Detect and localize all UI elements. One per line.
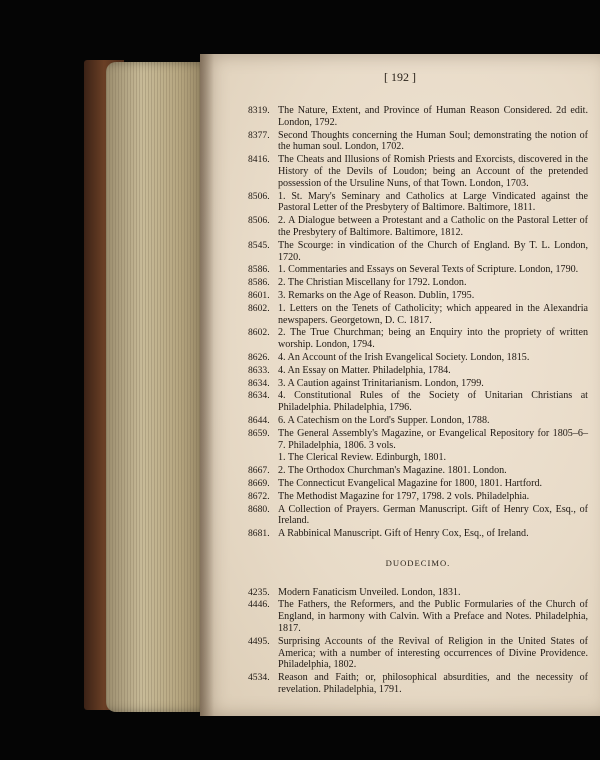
catalog-entry	[248, 378, 588, 390]
entry-number: 8634.	[248, 390, 270, 402]
catalog-entry	[248, 504, 588, 528]
catalog-entry	[248, 491, 588, 503]
entry-number: 8644.	[248, 414, 270, 426]
entry-text: Second Thoughts concerning the Human Soul; demonstrating the notion of the human soul. London, 1702.	[278, 129, 588, 153]
entry-text: The Scourge: in vindication of the Church of England. By T. L. London, 1720.	[278, 239, 588, 263]
entry-text: Surprising Accounts of the Revival of Religion in the United States of America; with a number of interesting occurrences of Divine Providence. Philadelphia, 1802.	[278, 635, 588, 671]
entry-text: Reason and Faith; or, philosophical absurdities, and the necessity of revelation. Philadelphia, 1791.	[278, 672, 588, 696]
entry-text: The Methodist Magazine for 1797, 1798. 2 vols. Philadelphia.	[278, 490, 530, 502]
entry-number: 8506.	[248, 190, 270, 202]
entry-text: A Rabbinical Manuscript. Gift of Henry Cox, Esq., of Ireland.	[278, 528, 529, 540]
entry-number: 8545.	[248, 239, 270, 251]
catalog-entry	[248, 352, 588, 364]
entry-text: 2. The Christian Miscellany for 1792. London.	[278, 277, 467, 289]
entry-list-top	[248, 105, 588, 451]
catalog-entry	[248, 636, 588, 671]
entry-number: 8602.	[248, 327, 270, 339]
catalog-entry	[248, 215, 588, 239]
page-fore-edge	[106, 62, 210, 712]
entry-number: 8672.	[248, 490, 270, 502]
entry-number: 8634.	[248, 377, 270, 389]
catalog-entry	[248, 130, 588, 154]
entry-number: 8667.	[248, 465, 270, 477]
entry-text: 3. Remarks on the Age of Reason. Dublin, 1795.	[278, 289, 475, 301]
entry-text: 4. Constitutional Rules of the Society of Unitarian Christians at Philadelphia. Philadelphia, 1796.	[278, 390, 588, 414]
entry-number: 8633.	[248, 364, 270, 376]
entry-number: 8680.	[248, 503, 270, 515]
entry-list-duodecimo	[248, 587, 588, 696]
entry-number: 4446.	[248, 599, 270, 611]
catalog-entry	[248, 478, 588, 490]
catalog-entry	[248, 327, 588, 351]
entry-text: 4. An Account of the Irish Evangelical Society. London, 1815.	[278, 351, 530, 363]
catalog-entry	[248, 191, 588, 215]
entry-number: 8659.	[248, 427, 270, 439]
entry-number: 8601.	[248, 289, 270, 301]
page-gutter-shadow	[200, 54, 214, 716]
entry-list-after	[248, 478, 588, 540]
entry-8667-line1: 1. The Clerical Review. Edinburgh, 1801.	[278, 452, 447, 464]
entry-text: The Connecticut Evangelical Magazine for 1800, 1801. Hartford.	[278, 477, 543, 489]
entry-number: 8602.	[248, 302, 270, 314]
catalog-entry	[248, 154, 588, 189]
entry-text: 1. Commentaries and Essays on Several Texts of Scripture. London, 1790.	[278, 264, 579, 276]
catalog-entry	[248, 672, 588, 696]
entry-text: 2. The True Churchman; being an Enquiry into the propriety of written worship. London, 1794.	[278, 327, 588, 351]
catalog-entry	[248, 105, 588, 129]
entry-text: A Collection of Prayers. German Manuscript. Gift of Henry Cox, Esq., of Ireland.	[278, 503, 588, 527]
catalog-entry	[248, 587, 588, 599]
entry-text: 2. The Orthodox Churchman's Magazine. 1801. London.	[278, 465, 507, 477]
entry-text: 4. An Essay on Matter. Philadelphia, 1784.	[278, 364, 451, 376]
section-heading: DUODECIMO.	[385, 557, 451, 568]
entry-number: 8319.	[248, 105, 270, 116]
entry-text: The Nature, Extent, and Province of Human Reason Considered. 2d edit. London, 1792.	[278, 105, 588, 128]
catalog-entry	[248, 303, 588, 327]
catalog-entry	[248, 390, 588, 414]
catalog-entry	[248, 240, 588, 264]
entry-text: 2. A Dialogue between a Protestant and a Catholic on the Pastoral Letter of the Presbytery of Baltimore. Baltimore, 1812.	[278, 215, 588, 238]
catalog-entry	[248, 277, 588, 289]
entry-number: 8377.	[248, 129, 270, 141]
entry-number: 4534.	[248, 672, 270, 684]
entry-number: 8626.	[248, 351, 270, 363]
entry-text: The Cheats and Illusions of Romish Priests and Exorcists, discovered in the History of the Devils of Loudon; being an Account of the pretended possession of the Ursuline Nuns, of that Town. London, 1703.	[278, 154, 588, 189]
entry-text: 3. A Caution against Trinitarianism. London, 1799.	[278, 377, 484, 389]
entry-number: 8416.	[248, 154, 270, 166]
catalog-entry	[248, 264, 588, 276]
open-book	[84, 46, 600, 710]
page-number: [ 192 ]	[384, 70, 416, 84]
catalog-entry	[248, 365, 588, 377]
book-page	[200, 54, 600, 716]
entry-text: 6. A Catechism on the Lord's Supper. London, 1788.	[278, 414, 490, 426]
entry-number: 8506.	[248, 215, 270, 227]
entry-number: 8586.	[248, 264, 270, 276]
catalog-entries	[248, 105, 588, 697]
entry-text: 1. St. Mary's Seminary and Catholics at Large Vindicated against the Pastoral Letter of the Presbytery of Baltimore. Baltimore, 1811.	[278, 190, 588, 214]
catalog-entry	[248, 599, 588, 634]
catalog-entry	[248, 290, 588, 302]
entry-number: 4235.	[248, 586, 270, 598]
catalog-entry	[248, 428, 588, 452]
catalog-entry	[248, 415, 588, 427]
entry-text: 1. Letters on the Tenets of Catholicity; which appeared in the Alexandria newspapers. Georgetown, D. C. 1817.	[278, 302, 588, 326]
entry-text: The Fathers, the Reformers, and the Public Formularies of the Church of England, in harmony with Calvin. With a Preface and Notes. Philadelphia, 1817.	[278, 599, 588, 635]
entry-8667	[248, 465, 588, 477]
entry-number: 8669.	[248, 477, 270, 489]
entry-number: 8586.	[248, 277, 270, 289]
entry-text: The General Assembly's Magazine, or Evangelical Repository for 1805–6–7. Philadelphia, 1806. 3 vols.	[278, 427, 588, 451]
catalog-entry	[248, 528, 588, 540]
entry-number: 4495.	[248, 635, 270, 647]
entry-text: Modern Fanaticism Unveiled. London, 1831.	[278, 586, 461, 598]
entry-number: 8681.	[248, 528, 270, 540]
